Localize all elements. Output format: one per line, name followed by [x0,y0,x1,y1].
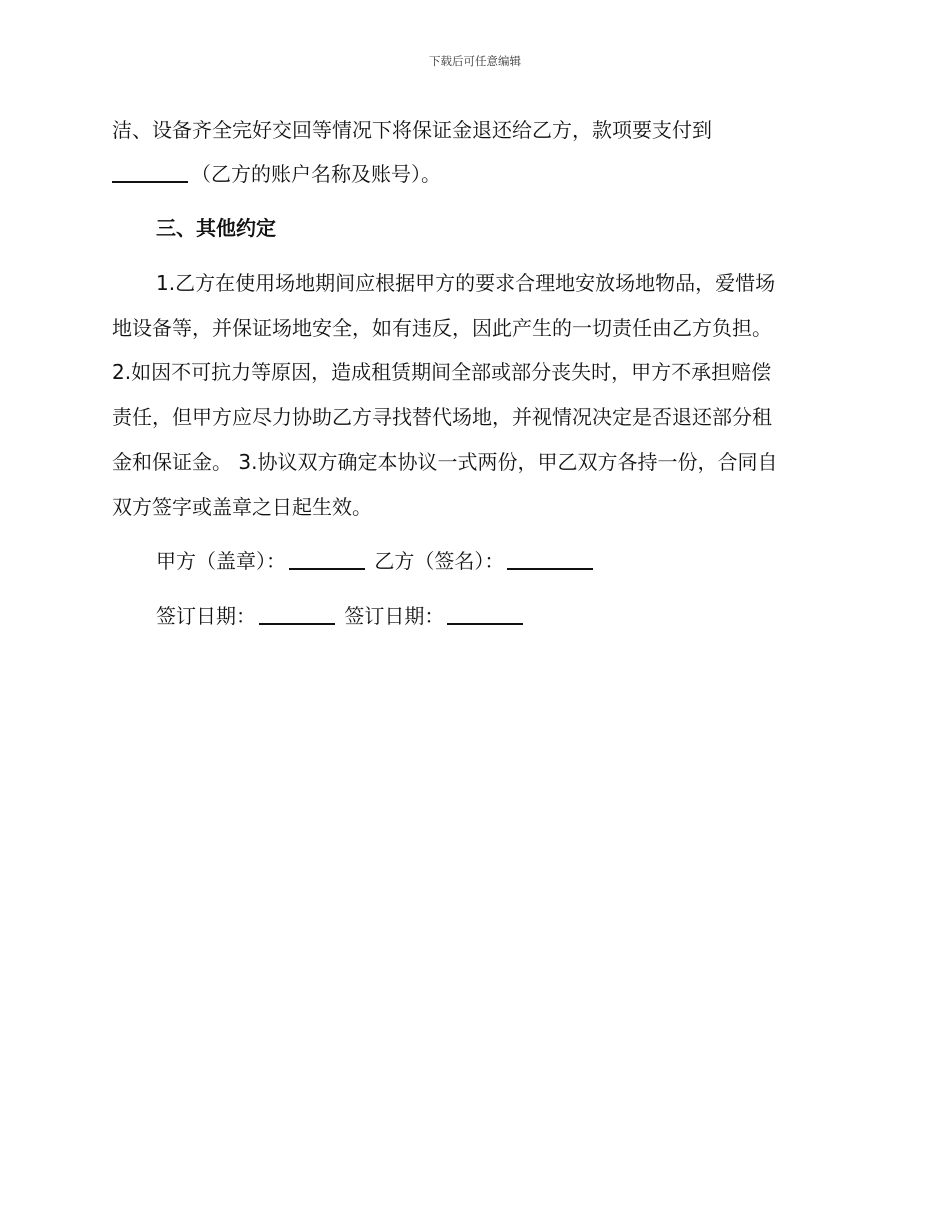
party-b-blank [507,568,593,570]
body-line-1: 洁、设备齐全完好交回等情况下将保证金退还给乙方，款项要支付到 [112,118,712,142]
section-heading: 三、其他约定 [156,216,276,240]
date-label-b: 签订日期： [344,604,445,628]
paragraph-line-1: 1.乙方在使用场地期间应根据甲方的要求合理地安放场地物品，爱惜场 [156,271,776,295]
date-label-a: 签订日期： [156,604,256,628]
account-blank-suffix: （乙方的账户名称及账号）。 [191,162,441,186]
paragraph-line-5: 金和保证金。 3.协议双方确定本协议一式两份，甲乙双方各持一份，合同自 [112,450,778,474]
date-a-blank [259,623,335,625]
account-blank [112,181,188,183]
paragraph-line-4: 责任，但甲方应尽力协助乙方寻找替代场地，并视情况决定是否退还部分租 [112,405,772,429]
signature-row [156,547,596,575]
party-a-label: 甲方（盖章）： [156,549,286,573]
date-row [156,602,526,630]
page-header: 下载后可任意编辑 [429,54,521,68]
paragraph-line-2: 地设备等，并保证场地安全，如有违反，因此产生的一切责任由乙方负担。 [112,316,772,340]
paragraph-line-3: 2.如因不可抗力等原因，造成租赁期间全部或部分丧失时，甲方不承担赔偿 [112,360,772,384]
date-b-blank [447,623,523,625]
body-line-2 [112,160,441,188]
party-b-label: 乙方（签名）： [374,549,505,573]
party-a-blank [289,568,365,570]
paragraph-line-6: 双方签字或盖章之日起生效。 [112,495,372,519]
